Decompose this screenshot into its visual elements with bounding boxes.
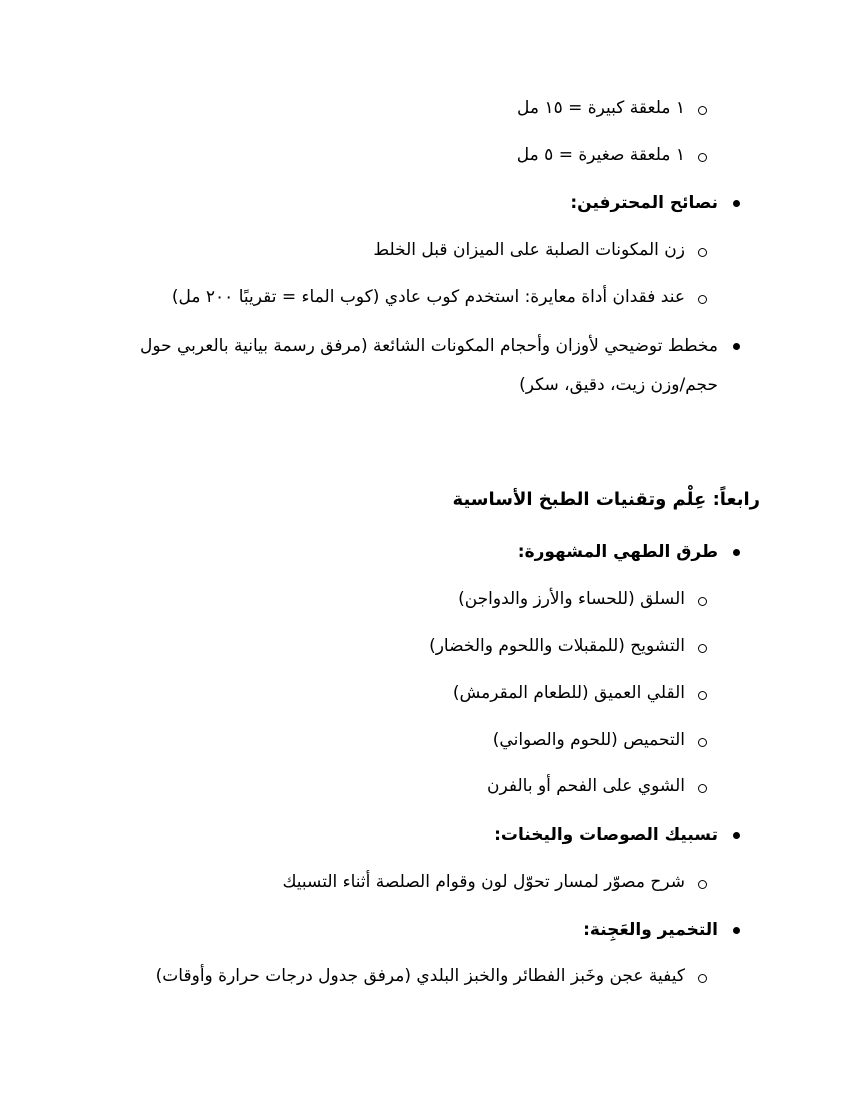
list-item-text: السلق (للحساء والأرز والدواجن) — [458, 589, 685, 609]
section-4-title: رابعاً: عِلْم وتقنيات الطبخ الأساسية — [452, 489, 760, 510]
list-item — [429, 633, 707, 659]
methods-title: طرق الطهي المشهورة: — [517, 542, 718, 562]
circle-bullet-icon — [698, 738, 707, 747]
disc-bullet-icon — [733, 549, 740, 556]
list-item — [517, 95, 707, 121]
circle-bullet-icon — [698, 295, 707, 304]
list-item — [493, 727, 707, 753]
list-item-text: التحميص (للحوم والصواني) — [492, 730, 685, 750]
list-item-heading — [518, 539, 740, 565]
circle-bullet-icon — [698, 153, 707, 162]
pro-tips-title: نصائح المحترفين: — [570, 193, 718, 213]
circle-bullet-icon — [698, 880, 707, 889]
circle-bullet-icon — [698, 974, 707, 983]
list-item-text: التشويح (للمقبلات واللحوم والخضار) — [429, 636, 685, 656]
sauces-title: تسبيك الصوصات واليخنات: — [494, 825, 718, 845]
list-item — [172, 284, 707, 310]
section-heading — [453, 487, 760, 513]
dough-title: التخمير والعَجِنة: — [583, 920, 718, 940]
list-item — [517, 142, 707, 168]
circle-bullet-icon — [698, 644, 707, 653]
circle-bullet-icon — [698, 784, 707, 793]
list-item-text: القلي العميق (للطعام المقرمش) — [452, 683, 685, 703]
list-item — [453, 680, 707, 706]
list-item-heading — [583, 917, 740, 943]
disc-bullet-icon — [733, 200, 740, 207]
list-item-text: الشوي على الفحم أو بالفرن — [487, 776, 685, 796]
list-item — [140, 333, 740, 359]
list-item-heading — [494, 822, 740, 848]
circle-bullet-icon — [698, 597, 707, 606]
diagram-note-line-2: حجم/وزن زيت، دقيق، سكر) — [519, 375, 718, 395]
list-item — [458, 586, 707, 612]
disc-bullet-icon — [733, 927, 740, 934]
list-item — [487, 773, 707, 799]
list-item — [373, 237, 707, 263]
disc-bullet-icon — [733, 343, 740, 350]
disc-bullet-icon — [733, 832, 740, 839]
list-item-text: ١ ملعقة صغيرة = ٥ مل — [516, 145, 685, 165]
list-item-continuation — [519, 372, 718, 398]
circle-bullet-icon — [698, 691, 707, 700]
list-item — [282, 869, 707, 895]
list-item-text: كيفية عجن وخَبز الفطائر والخبز البلدي (مرفق جدول درجات حرارة وأوقات) — [155, 966, 685, 986]
list-item-text: عند فقدان أداة معايرة: استخدم كوب عادي (كوب الماء = تقريبًا ٢٠٠ مل) — [171, 287, 685, 307]
list-item — [156, 963, 707, 989]
list-item-text: زن المكونات الصلبة على الميزان قبل الخلط — [373, 240, 685, 260]
circle-bullet-icon — [698, 248, 707, 257]
list-item-heading — [570, 190, 740, 216]
list-item-text: ١ ملعقة كبيرة = ١٥ مل — [517, 98, 685, 118]
list-item-text: شرح مصوّر لمسار تحوّل لون وقوام الصلصة أثناء التسبيك — [282, 872, 685, 892]
diagram-note-line-1: مخطط توضيحي لأوزان وأحجام المكونات الشائعة (مرفق رسمة بيانية بالعربي حول — [139, 336, 718, 356]
circle-bullet-icon — [698, 106, 707, 115]
